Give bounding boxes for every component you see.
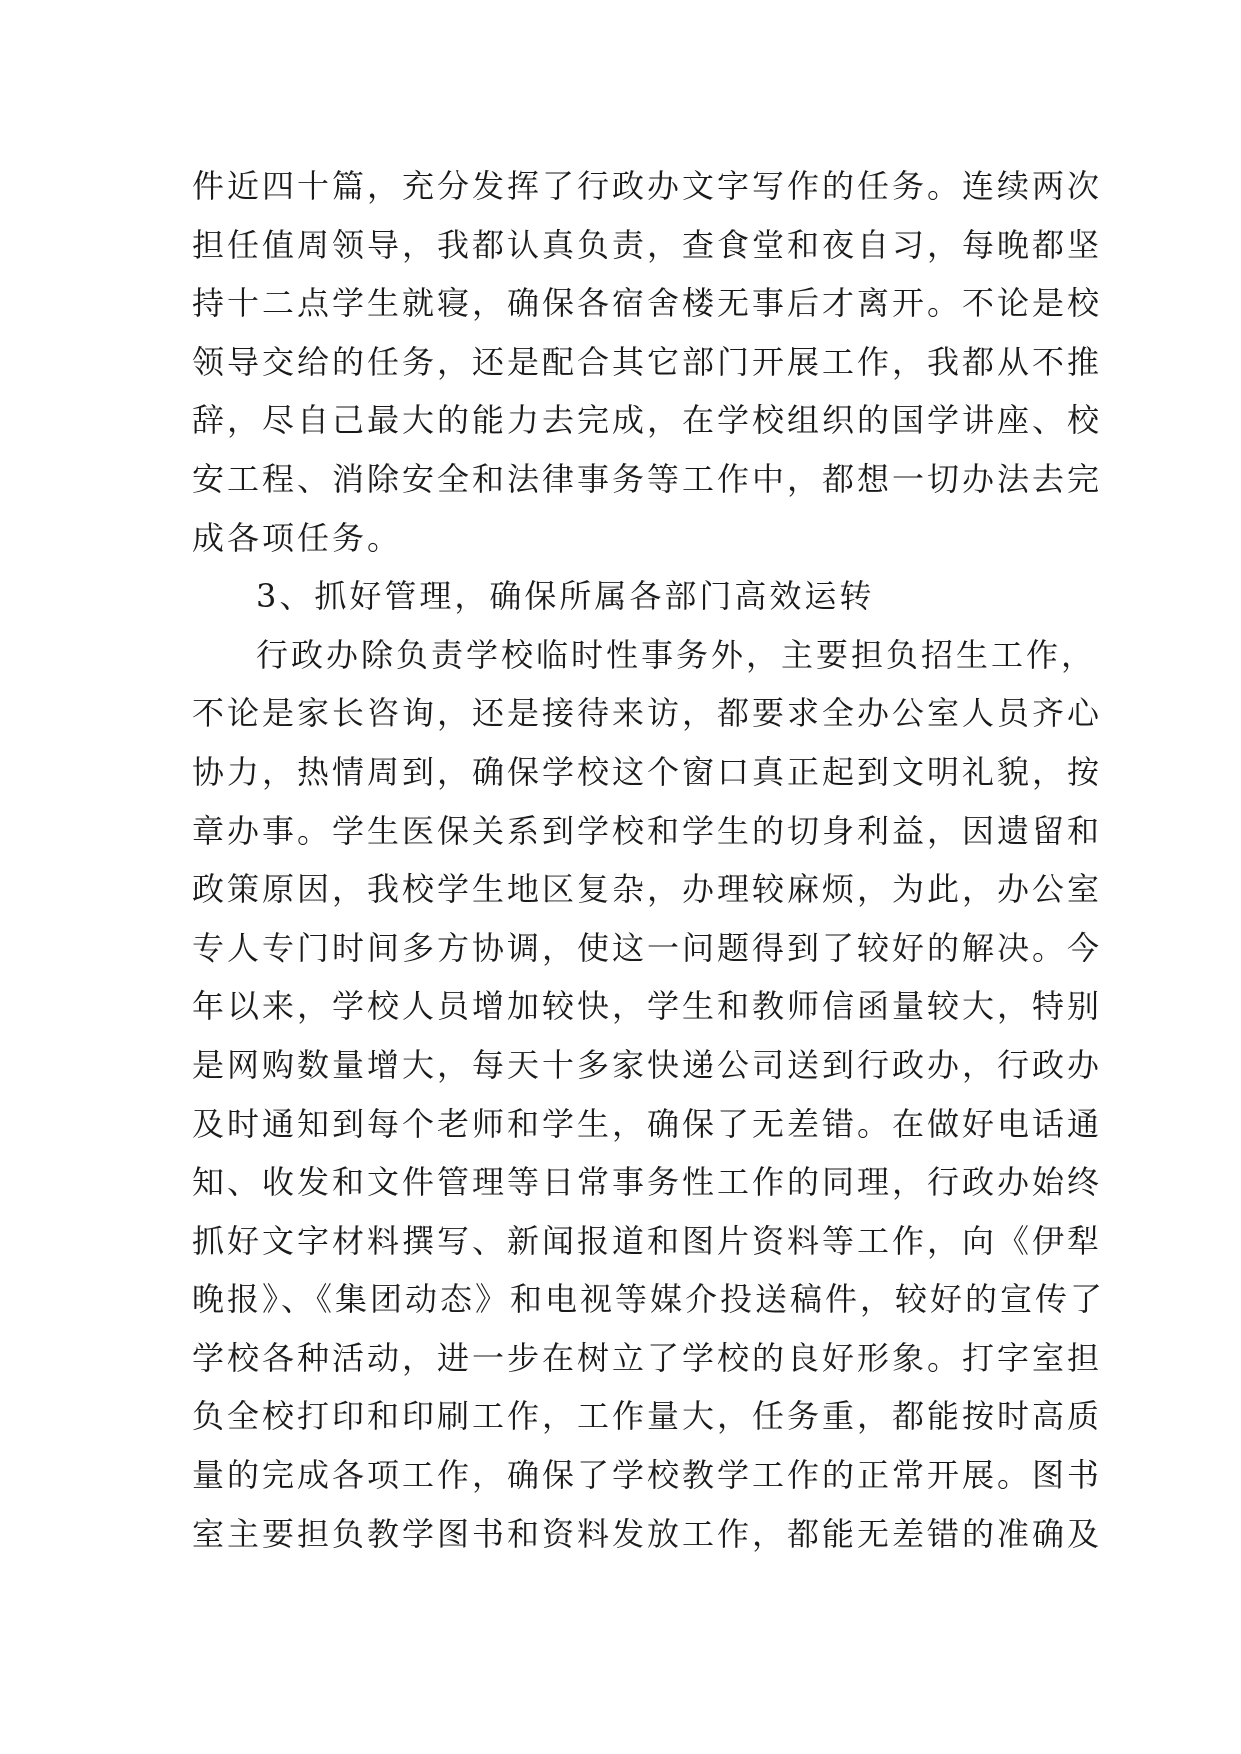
text-line: 章办事。学生医保关系到学校和学生的切身利益，因遗留和 [192, 811, 1103, 850]
text-line: 学校各种活动，进一步在树立了学校的良好形象。打字室担 [192, 1338, 1103, 1377]
text-line: 担任值周领导，我都认真负责，查食堂和夜自习，每晚都坚 [192, 225, 1103, 264]
text-line: 量的完成各项工作，确保了学校教学工作的正常开展。图书 [192, 1456, 1103, 1495]
text-line: 负全校打印和印刷工作，工作量大，任务重，都能按时高质 [192, 1397, 1103, 1436]
text-line: 持十二点学生就寝，确保各宿舍楼无事后才离开。不论是校 [192, 284, 1103, 323]
text-line: 室主要担负教学图书和资料发放工作，都能无差错的准确及 [192, 1514, 1103, 1553]
body-text [192, 157, 1106, 1563]
text-line: 政策原因，我校学生地区复杂，办理较麻烦，为此，办公室 [192, 870, 1103, 909]
text-line: 安工程、消除安全和法律事务等工作中，都想一切办法去完 [192, 459, 1103, 498]
text-line: 领导交给的任务，还是配合其它部门开展工作，我都从不推 [192, 342, 1103, 381]
section-heading: 3、抓好管理，确保所属各部门高效运转 [256, 577, 875, 616]
text-line: 晚报》、《集团动态》和电视等媒介投送稿件，较好的宣传了 [192, 1280, 1106, 1319]
text-line: 年以来，学校人员增加较快，学生和教师信函量较大，特别 [192, 987, 1103, 1026]
text-line: 成各项任务。 [192, 518, 403, 557]
text-line: 件近四十篇，充分发挥了行政办文字写作的任务。连续两次 [192, 167, 1103, 205]
text-line: 及时通知到每个老师和学生，确保了无差错。在做好电话通 [192, 1104, 1103, 1143]
paragraph-first-line: 行政办除负责学校临时性事务外，主要担负招生工作， [256, 635, 1097, 674]
text-line: 抓好文字材料撰写、新闻报道和图片资料等工作，向《伊犁 [192, 1221, 1103, 1260]
text-line: 不论是家长咨询，还是接待来访，都要求全办公室人员齐心 [192, 694, 1103, 733]
text-line: 辞，尽自己最大的能力去完成，在学校组织的国学讲座、校 [192, 401, 1103, 440]
text-line: 是网购数量增大，每天十多家快递公司送到行政办，行政办 [192, 1045, 1103, 1084]
text-line: 协力，热情周到，确保学校这个窗口真正起到文明礼貌，按 [192, 752, 1103, 791]
text-line: 知、收发和文件管理等日常事务性工作的同理，行政办始终 [192, 1163, 1103, 1202]
text-line: 专人专门时间多方协调，使这一问题得到了较好的解决。今 [192, 928, 1103, 967]
